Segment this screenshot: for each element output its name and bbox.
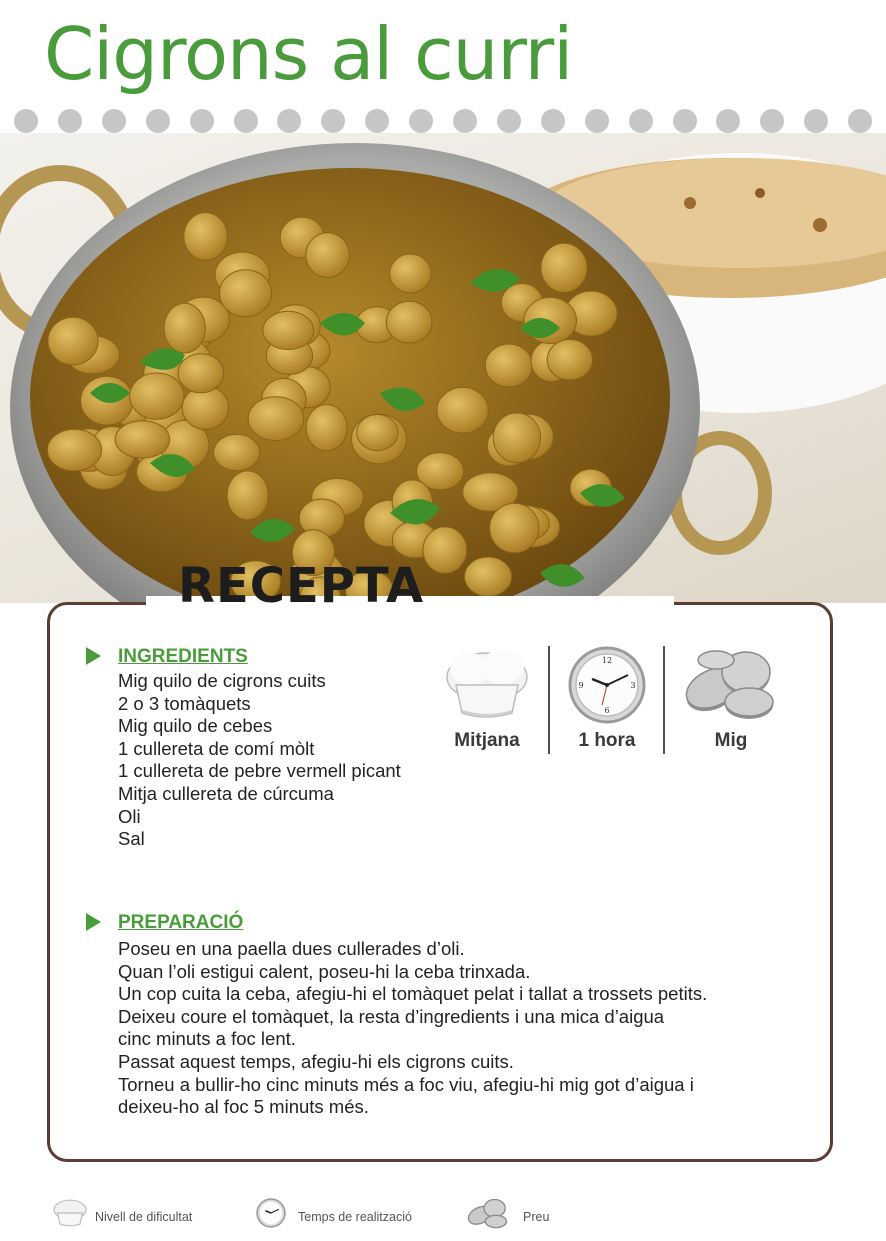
price-value: Mig [714, 730, 748, 751]
ingredient-item: Mig quilo de cebes [118, 715, 273, 737]
chickpea [541, 243, 587, 292]
legend-difficulty [52, 1196, 193, 1232]
preparation-line: Quan l’oli estigui calent, poseu-hi la ceba trinxada. [118, 960, 531, 982]
preparation-steps [118, 938, 707, 1119]
preparation-heading: PREPARACIÓ [118, 912, 244, 933]
chickpea [306, 233, 350, 278]
preparation-line: Un cop cuita la ceba, afegiu-hi el tomàquet pelat i tallat a trossets petits. [118, 983, 708, 1005]
chickpea [115, 421, 169, 458]
divider-dot [321, 109, 345, 133]
clock-icon [254, 1196, 288, 1230]
divider-dot [146, 109, 170, 133]
preparation-line: Deixeu coure el tomàquet, la resta d’ingredients i una mica d’aigua [118, 1005, 665, 1027]
divider-dot [673, 109, 697, 133]
chickpea [485, 344, 532, 387]
divider-dot [760, 109, 784, 133]
chickpea [47, 429, 101, 471]
chickpea [465, 557, 512, 596]
divider-dot [716, 109, 740, 133]
coins-icon [466, 1196, 510, 1232]
chef-hat-icon [442, 645, 532, 725]
divider-dot [629, 109, 653, 133]
svg-text:12: 12 [601, 656, 613, 665]
ingredient-item: 1 cullereta de pebre vermell picant [118, 760, 401, 782]
legend-time [254, 1196, 412, 1232]
divider-dot [102, 109, 126, 133]
svg-text:9: 9 [578, 681, 584, 690]
chickpea [390, 254, 431, 293]
divider-dot [848, 109, 872, 133]
chickpea [130, 373, 184, 419]
chickpea [386, 301, 432, 343]
difficulty-value: Mitjana [454, 730, 520, 751]
svg-text:3: 3 [630, 681, 636, 690]
preparation-line: deixeu-ho al foc 5 minuts més. [118, 1096, 369, 1118]
svg-text:6: 6 [604, 706, 610, 715]
legend-price [466, 1196, 550, 1232]
divider-dot [497, 109, 521, 133]
divider-dot [58, 109, 82, 133]
coins-icon [681, 645, 781, 725]
divider-dot [365, 109, 389, 133]
ingredients-arrow-icon [86, 647, 101, 665]
price-info [681, 645, 781, 752]
chickpea [490, 503, 539, 553]
preparation-arrow-icon [86, 913, 101, 931]
divider-dot [14, 109, 38, 133]
chickpea [263, 311, 314, 349]
divider-dot [277, 109, 301, 133]
divider-dot [541, 109, 565, 133]
legend-price-label: Preu [523, 1210, 550, 1224]
section-title: RECEPTA [178, 558, 425, 614]
preparation-line: Torneu a bullir-ho cinc minuts més a foc viu, afegiu-hi mig got d’aigua i [118, 1073, 694, 1095]
info-divider [548, 646, 550, 754]
chickpea [306, 405, 347, 451]
chickpea [48, 317, 98, 365]
preparation-line: Poseu en una paella dues cullerades d’oli. [118, 938, 465, 959]
chickpea [227, 471, 268, 520]
ingredient-item: Mig quilo de cigrons cuits [118, 670, 326, 691]
divider-dot [190, 109, 214, 133]
chef-hat-icon [52, 1196, 88, 1230]
divider-dot [409, 109, 433, 133]
difficulty-info [437, 645, 537, 752]
chickpea [214, 434, 260, 470]
chickpea [178, 354, 224, 393]
time-info [557, 645, 657, 752]
ingredient-item: Sal [118, 828, 145, 850]
ingredients-list [118, 670, 401, 851]
dish-photo [0, 133, 886, 603]
ingredient-item: Mitja cullereta de cúrcuma [118, 782, 334, 804]
ingredient-item: Oli [118, 805, 141, 827]
chickpea [437, 387, 488, 433]
preparation-line: Passat aquest temps, afegiu-hi els cigrons cuits. [118, 1050, 514, 1072]
chickpea [220, 270, 272, 317]
divider-dot [585, 109, 609, 133]
chickpea [164, 303, 205, 353]
ingredient-item: 1 cullereta de comí mòlt [118, 737, 315, 759]
divider-dot [234, 109, 258, 133]
chickpea [248, 397, 304, 441]
chickpea [547, 340, 592, 381]
chickpea [184, 213, 228, 261]
chickpea [493, 413, 540, 463]
divider-dot [453, 109, 477, 133]
info-divider [663, 646, 665, 754]
legend-time-label: Temps de realització [298, 1210, 412, 1224]
chickpea [423, 527, 467, 573]
divider-dot [804, 109, 828, 133]
clock-icon [562, 645, 652, 725]
time-value: 1 hora [578, 730, 636, 751]
recipe-title: Cigrons al curri [44, 12, 573, 96]
dot-divider [14, 109, 880, 135]
preparation-line: cinc minuts a foc lent. [118, 1028, 296, 1050]
ingredients-heading: INGREDIENTS [118, 646, 248, 667]
legend-difficulty-label: Nivell de dificultat [95, 1210, 193, 1224]
ingredient-item: 2 o 3 tomàquets [118, 692, 251, 714]
chickpea [357, 415, 398, 451]
